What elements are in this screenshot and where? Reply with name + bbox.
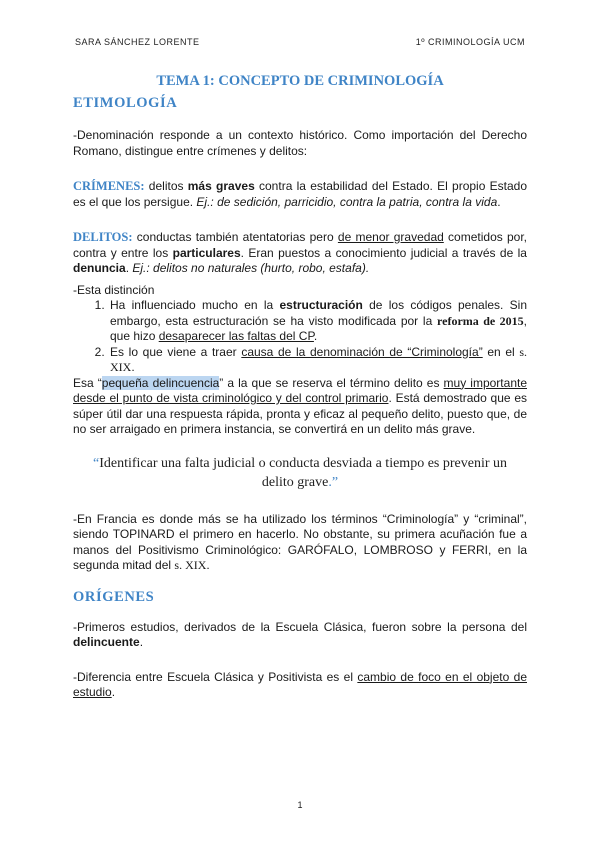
text-span: . [131, 360, 135, 374]
text-span: delitos [144, 179, 188, 193]
paragraph-distincion: -Esta distinción [73, 282, 155, 297]
label-delitos: DELITOS: [73, 230, 133, 244]
text-span: Es lo que viene a traer [110, 344, 242, 359]
text-span: . [497, 194, 501, 209]
text-span: . [139, 635, 144, 649]
bold-span: reforma de 2015 [437, 313, 524, 328]
text-span: en el [482, 344, 520, 359]
bold-span: denuncia [73, 261, 126, 275]
underlined-span: de menor gravedad [337, 230, 444, 244]
text-span: . [206, 558, 210, 572]
bold-span: delincuente [73, 635, 140, 649]
text-span: -En Francia es donde más se ha utilizado los términos “Criminología” y “criminal”, siendo TOPINARD el primero en hacerlo. No obstante, su primera acuñación fue a manos del Positivismo Criminológico: GARÓFALO, LOMBROSO y FERRI, en la segunda mitad del [73, 511, 527, 572]
underlined-span: desaparecer las faltas del CP [158, 329, 314, 343]
text-span: de los códigos penales. Sin embargo, esta estructuración se ha visto modificada por la [110, 298, 527, 328]
section-heading-etimologia: ETIMOLOGÍA [73, 95, 178, 111]
quote-mark: “ [93, 455, 100, 471]
paragraph-francia [73, 512, 527, 574]
header-course: 1º CRIMINOLOGÍA UCM [415, 37, 525, 47]
text-span: contra la estabilidad del Estado. El propio Estado es el que los persigue. [73, 179, 528, 209]
text-span: ” a la que se reserva el término delito es [219, 375, 444, 390]
highlighted-span: pequeña delincuencia [101, 375, 220, 390]
text-span: Ha influenciado mucho en la [110, 298, 280, 312]
quote-text: Identificar una falta judicial o conducta desviada a tiempo es prevenir un delito grave [99, 455, 507, 490]
paragraph-pequena-delincuencia [73, 376, 527, 438]
document-body [73, 72, 527, 701]
example-span: Ej.: delitos no naturales (hurto, robo, estafa). [132, 261, 370, 275]
text-span: -Diferencia entre Escuela Clásica y Positivista es el [73, 669, 358, 684]
quote-block [73, 454, 527, 492]
numbered-list [73, 298, 527, 376]
paragraph-origenes-1 [73, 620, 527, 651]
text-span: Esa “ [73, 375, 102, 390]
bold-span: estructuración [279, 298, 363, 312]
text-span: . [125, 261, 133, 275]
underlined-span: cambio de foco en el objeto de estudio [73, 669, 527, 699]
header-author: SARA SÁNCHEZ LORENTE [75, 37, 200, 47]
underlined-span: muy importante desde el punto de vista criminológico y del control primario [73, 375, 527, 405]
list-item [108, 345, 527, 376]
paragraph-origenes-2 [73, 670, 527, 701]
quote-mark: .” [328, 474, 339, 490]
text-span: . [313, 329, 318, 343]
text-span: -Primeros estudios, derivados de la Escuela Clásica, fueron sobre la persona del [73, 619, 527, 634]
paragraph-crimenes [73, 179, 527, 210]
text-span: cometidos por, contra y entre los [73, 230, 528, 260]
text-span: . [111, 685, 116, 699]
bold-span: particulares [172, 245, 241, 260]
century-span: s. XIX [174, 558, 207, 572]
example-span: Ej.: de sedición, parricidio, contra la patria, contra la vida [196, 194, 498, 209]
page-number: 1 [297, 800, 303, 810]
text-span: conductas también atentatorias pero [132, 230, 338, 244]
list-item [108, 298, 527, 345]
paragraph-intro: -Denominación responde a un contexto histórico. Como importación del Derecho Romano, distingue entre crímenes y delitos: [73, 128, 527, 158]
document-title: TEMA 1: CONCEPTO DE CRIMINOLOGÍA [156, 73, 444, 89]
paragraph-delitos [73, 230, 527, 277]
bold-span: más graves [187, 179, 255, 193]
section-heading-origenes: ORÍGENES [73, 588, 155, 605]
underlined-span: causa de la denominación de “Criminología” [241, 344, 483, 359]
text-span: , que hizo [110, 313, 527, 343]
text-span: . Está demostrado que es súper útil dar una respuesta rápida, pronta y eficaz al pequeño delito, puesto que, de no ser arraigado en primera instancia, se convertirá en un delito más grave. [73, 391, 527, 436]
century-span: s. XIX [110, 344, 528, 374]
label-crimenes: CRÍMENES: [73, 179, 145, 193]
text-span: . Eran puestos a conocimiento judicial a través de la [240, 245, 527, 260]
